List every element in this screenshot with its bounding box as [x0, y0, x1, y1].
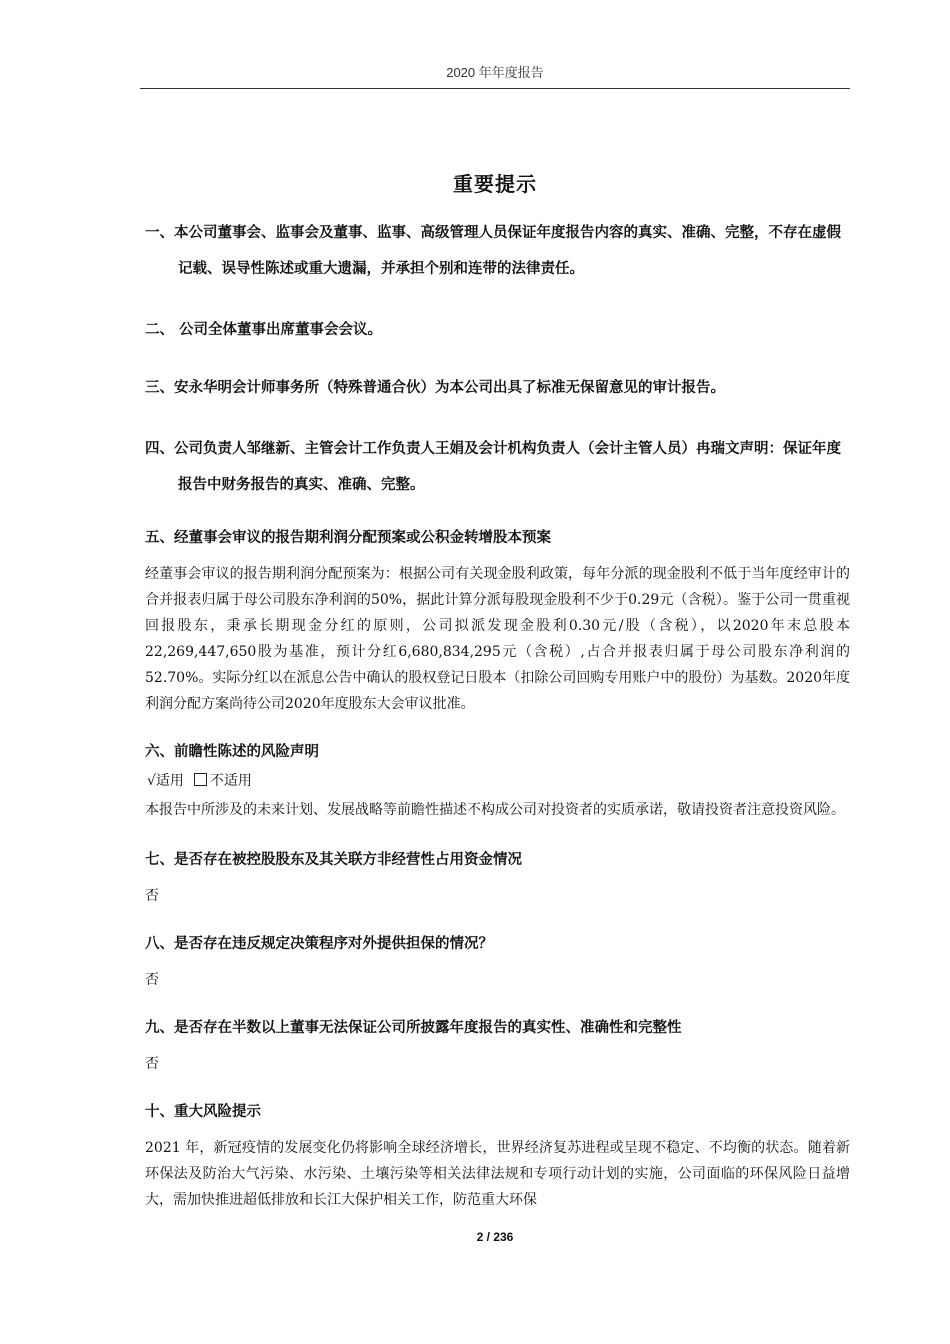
- item-9-answer: 否: [145, 1056, 159, 1072]
- applicable-checked: √适用: [147, 773, 184, 789]
- page-header: 2020 年年度报告: [446, 65, 544, 80]
- item-8-heading: 八、是否存在违反规定决策程序对外提供担保的情况？: [145, 936, 493, 952]
- item-9-heading: 九、是否存在半数以上董事无法保证公司所披露年度报告的真实性、准确性和完整性: [145, 1020, 682, 1036]
- item-4: 四、公司负责人邹继新、主管会计工作负责人王娟及会计机构负责人（会计主管人员）冉瑞文声明：保证年度报告中财务报告的真实、准确、完整。: [145, 441, 841, 493]
- item-5-body: 经董事会审议的报告期利润分配预案为：根据公司有关现金股利政策，每年分派的现金股利不低于当年度经审计的合并报表归属于母公司股东净利润的50%，据此计算分派每股现金股利不少于0.29元（含税）。鉴于公司一贯重视回报股东，秉承长期现金分红的原则，公司拟派发现金股利0.30元/股（含税），以2020年末总股本22,269,447,650股为基准，预计分红6,680,834,295元（含税）,占合并报表归属于母公司股东净利润的52.70%。实际分红以在派息公告中确认的股权登记日股本（扣除公司回购专用账户中的股份）为基数。2020年度利润分配方案尚待公司2020年度股东大会审议批准。: [145, 566, 851, 712]
- item-7-heading: 七、是否存在被控股股东及其关联方非经营性占用资金情况: [145, 852, 522, 868]
- applicability-options: [145, 767, 850, 795]
- checkbox-icon: [194, 773, 207, 786]
- header-divider: [140, 88, 850, 89]
- item-3: 三、安永华明会计师事务所（特殊普通合伙）为本公司出具了标准无保留意见的审计报告。: [145, 380, 725, 396]
- document-body: [145, 215, 850, 1213]
- item-2: 二、 公司全体董事出席董事会会议。: [145, 322, 383, 338]
- item-6-body: 本报告中所涉及的未来计划、发展战略等前瞻性描述不构成公司对投资者的实质承诺，敬请投资者注意投资风险。: [145, 802, 845, 818]
- item-10-heading: 十、重大风险提示: [145, 1104, 261, 1120]
- item-1: 一、本公司董事会、监事会及董事、监事、高级管理人员保证年度报告内容的真实、准确、完整，不存在虚假记载、误导性陈述或重大遗漏，并承担个别和连带的法律责任。: [145, 225, 841, 277]
- item-8-answer: 否: [145, 972, 159, 988]
- item-5-heading: 五、经董事会审议的报告期利润分配预案或公积金转增股本预案: [145, 530, 551, 546]
- page-number: 2 / 236: [476, 1230, 514, 1244]
- not-applicable: 不适用: [209, 773, 252, 789]
- item-7-answer: 否: [145, 888, 159, 904]
- item-6-heading: 六、前瞻性陈述的风险声明: [145, 744, 319, 760]
- item-10-body: 2021 年，新冠疫情的发展变化仍将影响全球经济增长，世界经济复苏进程或呈现不稳定、不均衡的状态。随着新环保法及防治大气污染、水污染、土壤污染等相关法律法规和专项行动计划的实施，公司面临的环保风险日益增大，需加快推进超低排放和长江大保护相关工作，防范重大环保: [145, 1140, 850, 1208]
- page-title: 重要提示: [453, 172, 537, 196]
